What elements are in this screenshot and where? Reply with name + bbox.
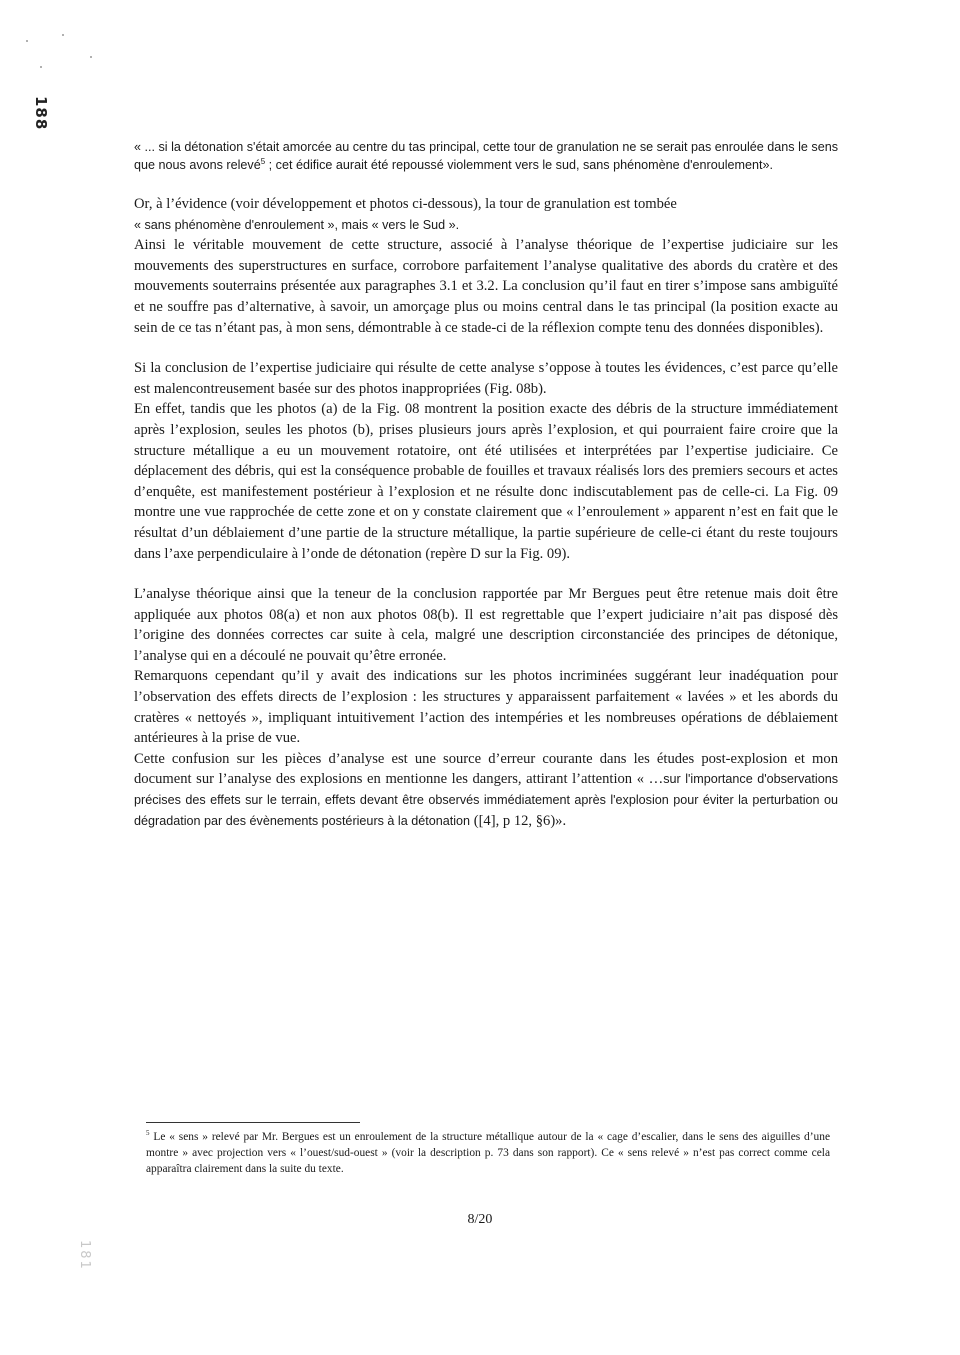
paragraph-remarks: Remarquons cependant qu’il y avait des indications sur les photos incriminées suggérant leur inadéquation pour l’observation des effets directs de l’explosion : les structures y apparaissent parfaitement « lavées » et les abords du cratères « nettoyés », impliquant intuitivement l’action des intempéries et les nombreuses opérations de déblaiement antérieures à la prise de vue.: [134, 668, 838, 747]
paragraph-evidence: Or, à l’évidence (voir développement et photos ci-dessous), la tour de granulation est tombée « sans phénomène d'enroulement », mais « vers le Sud ».: [134, 196, 677, 232]
footnote-number: 5: [146, 1129, 150, 1138]
page-number: 8/20: [467, 1212, 493, 1227]
footnote-separator: [146, 1122, 360, 1123]
quoted-paragraph: « ... si la détonation s'était amorcée au centre du tas principal, cette tour de granulation ne se serait pas enroulée dans le sens que nous avons relevé$^5$ ; cet édifice aurait été repoussé violemment vers le sud, sans phénomène d'enroulement».: [134, 140, 838, 172]
scan-speck: [90, 56, 92, 58]
document-body: [134, 138, 838, 831]
paragraph-confusion: Cette confusion sur les pièces d’analyse est une source d’erreur courante dans les études post-explosion et mon document sur l’analyse des explosions en mentionne les dangers, attirant l’attention « …sur l'importance d'observations précises des effets sur le terrain, effets devant être observés immédiatement après l'explosion pour éviter la perturbation ou dégradation par des évènements postérieurs à la détonation ([4], p 12, §6)».: [134, 750, 839, 829]
paragraph-photos: En effet, tandis que les photos (a) de la Fig. 08 montrent la position exacte des débris de la structure immédiatement après l’explosion, seules les photos (b), prises plusieurs jours après l’explosion, et qui pourraient faire croire que la structure métallique a eu un mouvement rotatoire, ont été utilisées et interprétées par l’expertise judiciaire. Ce déplacement des débris, qui est la conséquence probable de fouilles et travaux réalisés lors des premiers secours et actes d’enquête, est manifestement postérieur à l’explosion et ne résulte donc indiscutablement pas de celle-ci. La Fig. 09 montre une vue rapprochée de cette zone et on y constate clairement que « l’enroulement » apparent n’est en fait que le résultat d’un déblaiement d’une partie de la structure métallique, la partie supérieure de celle-ci étant du reste toujours dans l’axe perpendiculaire à l’onde de détonation (repère D sur la Fig. 09).: [134, 401, 838, 562]
scan-speck: [62, 34, 64, 36]
scan-speck: [40, 66, 42, 68]
footnote-ref: 5: [260, 156, 266, 166]
side-stamp-number: 181: [77, 1240, 92, 1271]
page-stamp-number: 188: [32, 96, 50, 131]
paragraph-expertise: Si la conclusion de l’expertise judiciaire qui résulte de cette analyse s’oppose à toutes les évidences, c’est parce qu’elle est malencontreusement basée sur des photos inappropriées (Fig. 08b).: [134, 360, 838, 397]
footnote: $^5$ Le « sens » relevé par Mr. Bergues est un enroulement de la structure métallique autour de la « cage d’escalier, dans le sens des aiguilles d’une montre » avec projection vers « l’ouest/sud-ouest » (voir la description p. 73 dans son rapport). Ce « sens relevé » n’est pas correct comme cela apparaîtra clairement dans la suite du texte.: [146, 1129, 830, 1175]
paragraph-analysis: L’analyse théorique ainsi que la teneur de la conclusion rapportée par Mr Bergues peut être retenue mais doit être appliquée aux photos 08(a) et non aux photos 08(b). Il est regrettable que l’expert judiciaire n’ait pas disposé dès l’origine des données correctes car suite à cela, malgré une description circonstanciée des principes de détonique, l’analyse qui en a découlé ne pouvait qu’être erronée.: [134, 586, 838, 664]
scan-speck: [26, 40, 28, 42]
paragraph-conclusion: Ainsi le véritable mouvement de cette structure, associé à l’analyse théorique de l’expertise judiciaire sur les mouvements des superstructures en surface, corrobore parfaitement l’analyse qualitative des abords du cratère et des mouvements souterrains présentée aux paragraphes 3.1 et 3.2. La conclusion qu’il faut en tirer s’impose sans ambiguïté et ne souffre pas d’alternative, à savoir, un amorçage plus ou moins central dans le tas principal (la position exacte au sein de ce tas n’étant pas, à mon sens, démontrable à ce stade-ci de la réflexion compte tenu des données disponibles).: [134, 237, 838, 336]
